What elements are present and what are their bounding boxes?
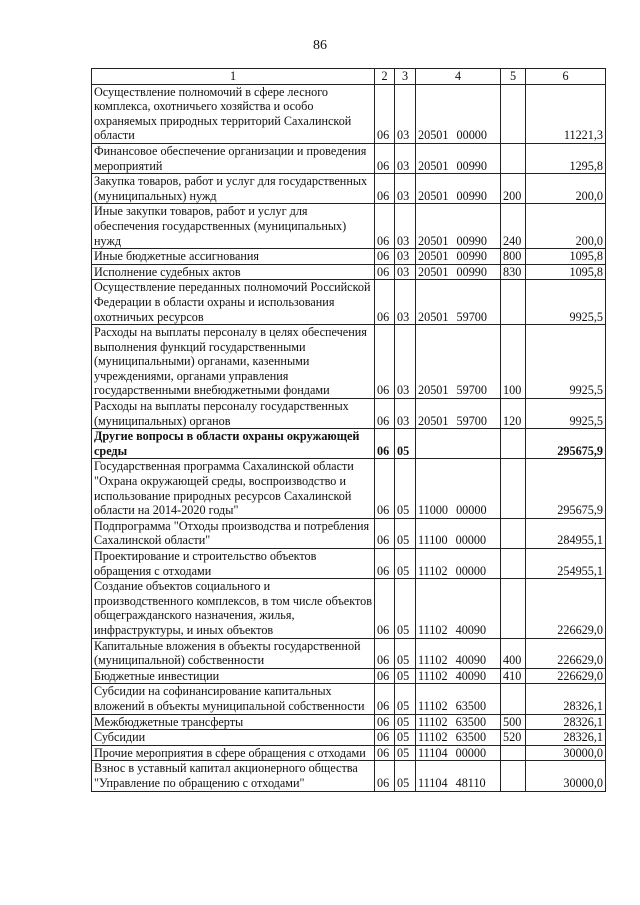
- row-section-cell: 06: [375, 730, 395, 746]
- row-subsection-cell: 05: [395, 714, 416, 730]
- row-expense-type-cell: [501, 280, 526, 325]
- table-row: [92, 730, 606, 746]
- row-expense-type-cell: [501, 579, 526, 638]
- row-name-cell: Проектирование и строительство объектов обращения с отходами: [92, 549, 375, 579]
- row-amount-cell: 295675,9: [526, 459, 606, 518]
- row-subsection-cell: 03: [395, 249, 416, 265]
- row-target-item-cell: 11102 40090: [416, 638, 501, 668]
- row-subsection-cell: 05: [395, 761, 416, 791]
- row-amount-cell: 284955,1: [526, 518, 606, 548]
- row-name-cell: Капитальные вложения в объекты государственной (муниципальной) собственности: [92, 638, 375, 668]
- row-expense-type-cell: [501, 549, 526, 579]
- row-name-cell: Иные бюджетные ассигнования: [92, 249, 375, 265]
- row-section-cell: 06: [375, 518, 395, 548]
- row-amount-cell: 28326,1: [526, 714, 606, 730]
- row-amount-cell: 226629,0: [526, 638, 606, 668]
- row-amount-cell: 28326,1: [526, 730, 606, 746]
- row-target-item-cell: 11102 40090: [416, 668, 501, 684]
- table-row: [92, 638, 606, 668]
- row-name-cell: Финансовое обеспечение организации и проведения мероприятий: [92, 143, 375, 173]
- row-amount-cell: 254955,1: [526, 549, 606, 579]
- row-name-cell: Бюджетные инвестиции: [92, 668, 375, 684]
- row-section-cell: 06: [375, 684, 395, 714]
- row-target-item-cell: [416, 429, 501, 459]
- row-amount-cell: 226629,0: [526, 668, 606, 684]
- row-subsection-cell: 05: [395, 684, 416, 714]
- row-name-cell: Иные закупки товаров, работ и услуг для обеспечения государственных (муниципальных) нужд: [92, 204, 375, 249]
- row-expense-type-cell: [501, 429, 526, 459]
- table-row: [92, 579, 606, 638]
- table-row: [92, 143, 606, 173]
- row-name-cell: Осуществление полномочий в сфере лесного комплекса, охотничьего хозяйства и особо охраняемых природных территорий Сахалинской области: [92, 84, 375, 143]
- row-subsection-cell: 03: [395, 143, 416, 173]
- row-subsection-cell: 05: [395, 459, 416, 518]
- table-row: [92, 429, 606, 459]
- row-name-cell: Подпрограмма "Отходы производства и потребления Сахалинской области": [92, 518, 375, 548]
- row-name-cell: Расходы на выплаты персоналу в целях обеспечения выполнения функций государственными (муниципальными) органами, казенными учреждениями, органами управления государственными внебюджетными фондами: [92, 325, 375, 399]
- row-section-cell: 06: [375, 264, 395, 280]
- row-section-cell: 06: [375, 579, 395, 638]
- row-amount-cell: 1095,8: [526, 249, 606, 265]
- table-row: [92, 249, 606, 265]
- row-subsection-cell: 05: [395, 518, 416, 548]
- row-subsection-cell: 03: [395, 204, 416, 249]
- row-section-cell: 06: [375, 745, 395, 761]
- row-name-cell: Субсидии на софинансирование капитальных вложений в объекты муниципальной собственности: [92, 684, 375, 714]
- row-name-cell: Взнос в уставный капитал акционерного общества "Управление по обращению с отходами": [92, 761, 375, 791]
- row-section-cell: 06: [375, 714, 395, 730]
- row-name-cell: Государственная программа Сахалинской области "Охрана окружающей среды, воспроизводство и использование природных ресурсов Сахалинской области на 2014-2020 годы": [92, 459, 375, 518]
- row-target-item-cell: 20501 59700: [416, 280, 501, 325]
- column-header-amount: 6: [526, 69, 606, 85]
- row-name-cell: Другие вопросы в области охраны окружающей среды: [92, 429, 375, 459]
- row-subsection-cell: 05: [395, 638, 416, 668]
- row-name-cell: Создание объектов социального и производственного комплексов, в том числе объектов общегражданского назначения, жилья, инфраструктуры, и иных объектов: [92, 579, 375, 638]
- table-row: [92, 518, 606, 548]
- table-body: [92, 84, 606, 791]
- row-section-cell: 06: [375, 143, 395, 173]
- table-row: [92, 684, 606, 714]
- row-amount-cell: 1295,8: [526, 143, 606, 173]
- row-target-item-cell: 11102 63500: [416, 730, 501, 746]
- row-section-cell: 06: [375, 429, 395, 459]
- row-target-item-cell: 11104 48110: [416, 761, 501, 791]
- row-amount-cell: 295675,9: [526, 429, 606, 459]
- row-target-item-cell: 11000 00000: [416, 459, 501, 518]
- row-expense-type-cell: [501, 761, 526, 791]
- row-expense-type-cell: 400: [501, 638, 526, 668]
- row-section-cell: 06: [375, 325, 395, 399]
- table-row: [92, 280, 606, 325]
- row-amount-cell: 30000,0: [526, 745, 606, 761]
- row-expense-type-cell: 500: [501, 714, 526, 730]
- table-row: [92, 84, 606, 143]
- row-name-cell: Расходы на выплаты персоналу государственных (муниципальных) органов: [92, 399, 375, 429]
- row-target-item-cell: 11102 00000: [416, 549, 501, 579]
- row-subsection-cell: 03: [395, 325, 416, 399]
- row-section-cell: 06: [375, 668, 395, 684]
- row-target-item-cell: 20501 00990: [416, 264, 501, 280]
- row-expense-type-cell: 830: [501, 264, 526, 280]
- row-subsection-cell: 03: [395, 174, 416, 204]
- row-section-cell: 06: [375, 280, 395, 325]
- row-subsection-cell: 05: [395, 730, 416, 746]
- row-name-cell: Исполнение судебных актов: [92, 264, 375, 280]
- row-amount-cell: 226629,0: [526, 579, 606, 638]
- table-header-row: [92, 69, 606, 85]
- row-amount-cell: 1095,8: [526, 264, 606, 280]
- row-target-item-cell: 20501 59700: [416, 325, 501, 399]
- row-section-cell: 06: [375, 204, 395, 249]
- row-name-cell: Закупка товаров, работ и услуг для государственных (муниципальных) нужд: [92, 174, 375, 204]
- row-section-cell: 06: [375, 249, 395, 265]
- row-subsection-cell: 03: [395, 280, 416, 325]
- row-expense-type-cell: 100: [501, 325, 526, 399]
- row-amount-cell: 9925,5: [526, 399, 606, 429]
- row-name-cell: Прочие мероприятия в сфере обращения с отходами: [92, 745, 375, 761]
- row-target-item-cell: 20501 00000: [416, 84, 501, 143]
- row-section-cell: 06: [375, 399, 395, 429]
- column-header-subsection: 3: [395, 69, 416, 85]
- table-row: [92, 714, 606, 730]
- row-target-item-cell: 20501 00990: [416, 174, 501, 204]
- row-section-cell: 06: [375, 459, 395, 518]
- row-target-item-cell: 11102 40090: [416, 579, 501, 638]
- row-target-item-cell: 20501 59700: [416, 399, 501, 429]
- table-row: [92, 264, 606, 280]
- row-expense-type-cell: [501, 518, 526, 548]
- row-expense-type-cell: 410: [501, 668, 526, 684]
- row-target-item-cell: 11102 63500: [416, 684, 501, 714]
- table-row: [92, 399, 606, 429]
- row-section-cell: 06: [375, 638, 395, 668]
- row-target-item-cell: 20501 00990: [416, 249, 501, 265]
- row-expense-type-cell: 200: [501, 174, 526, 204]
- row-subsection-cell: 05: [395, 745, 416, 761]
- table-row: [92, 459, 606, 518]
- table-row: [92, 174, 606, 204]
- row-target-item-cell: 20501 00990: [416, 204, 501, 249]
- row-subsection-cell: 05: [395, 668, 416, 684]
- table-row: [92, 204, 606, 249]
- row-subsection-cell: 05: [395, 429, 416, 459]
- row-section-cell: 06: [375, 761, 395, 791]
- row-target-item-cell: 20501 00990: [416, 143, 501, 173]
- row-amount-cell: 30000,0: [526, 761, 606, 791]
- row-name-cell: Осуществление переданных полномочий Российской Федерации в области охраны и использования охотничьих ресурсов: [92, 280, 375, 325]
- row-name-cell: Субсидии: [92, 730, 375, 746]
- row-expense-type-cell: 520: [501, 730, 526, 746]
- row-amount-cell: 200,0: [526, 174, 606, 204]
- row-subsection-cell: 03: [395, 264, 416, 280]
- row-subsection-cell: 03: [395, 84, 416, 143]
- row-expense-type-cell: [501, 459, 526, 518]
- row-section-cell: 06: [375, 84, 395, 143]
- table-row: [92, 745, 606, 761]
- column-header-name: 1: [92, 69, 375, 85]
- row-subsection-cell: 03: [395, 399, 416, 429]
- row-target-item-cell: 11100 00000: [416, 518, 501, 548]
- row-expense-type-cell: [501, 684, 526, 714]
- row-subsection-cell: 05: [395, 549, 416, 579]
- row-subsection-cell: 05: [395, 579, 416, 638]
- page-number: 86: [313, 38, 327, 53]
- table-row: [92, 325, 606, 399]
- row-section-cell: 06: [375, 174, 395, 204]
- row-section-cell: 06: [375, 549, 395, 579]
- column-header-expense-type: 5: [501, 69, 526, 85]
- row-expense-type-cell: [501, 745, 526, 761]
- row-target-item-cell: 11104 00000: [416, 745, 501, 761]
- row-expense-type-cell: [501, 143, 526, 173]
- row-expense-type-cell: 800: [501, 249, 526, 265]
- row-expense-type-cell: [501, 84, 526, 143]
- table-row: [92, 549, 606, 579]
- table-row: [92, 668, 606, 684]
- row-expense-type-cell: 240: [501, 204, 526, 249]
- column-header-target-item: 4: [416, 69, 501, 85]
- row-amount-cell: 200,0: [526, 204, 606, 249]
- row-amount-cell: 28326,1: [526, 684, 606, 714]
- row-amount-cell: 9925,5: [526, 280, 606, 325]
- budget-table: [91, 68, 606, 792]
- row-amount-cell: 11221,3: [526, 84, 606, 143]
- table-row: [92, 761, 606, 791]
- row-amount-cell: 9925,5: [526, 325, 606, 399]
- column-header-section: 2: [375, 69, 395, 85]
- row-target-item-cell: 11102 63500: [416, 714, 501, 730]
- row-expense-type-cell: 120: [501, 399, 526, 429]
- row-name-cell: Межбюджетные трансферты: [92, 714, 375, 730]
